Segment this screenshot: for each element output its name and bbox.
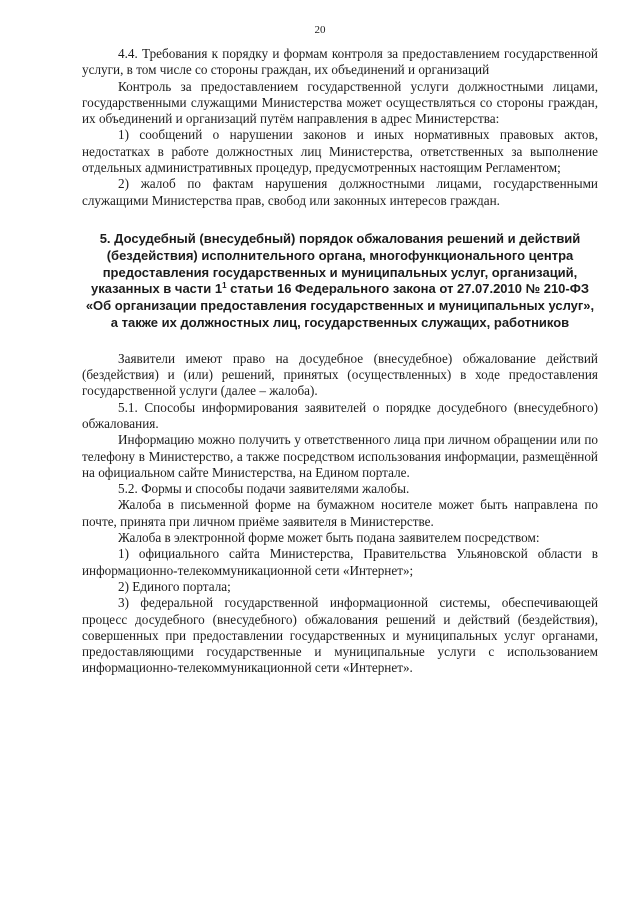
paragraph-electronic-complaint: Жалоба в электронной форме может быть подана заявителем посредством: [118,530,540,546]
page-content [82,46,598,677]
section-5-title-part-1: 5. Досудебный (внесудебный) порядок обжалования решений и действий (бездействия) исполнительного органа, многофункционального центра предоставления государственных и муниципальных услуг, организаций, указанных в части 1 [91,230,581,297]
list-item-official-site: 1) официального сайта Министерства, Правительства Ульяновской области в информационно-телекоммуникационной сети «Интернет»; [82,546,598,578]
list-item-federal-system: 3) федеральной государственной информационной системы, обеспечивающей процесс досудебного (внесудебного) обжалования решений и действий (бездействия), совершенных при предоставлении государственных и муниципальных услуг органами, предоставляющими государственные и муниципальные услуги с использованием информационно-телекоммуникационной сети «Интернет». [82,595,598,676]
section-5-title-part-2: статьи 16 Федерального закона от 27.07.2010 № 210-ФЗ «Об организации предоставления государственных и муниципальных услуг», а также их должностных лиц, государственных служащих, работников [85,281,595,330]
paragraph-paper-complaint: Жалоба в письменной форме на бумажном носителе может быть направлена по почте, принята при личном приёме заявителя в Министерстве. [82,497,598,529]
paragraph-info-sources: Информацию можно получить у ответственного лица при личном обращении или по телефону в Министерство, а также посредством использования информации, размещённой на официальном сайте Министерства, на Едином портале. [82,432,598,480]
list-item-unified-portal: 2) Единого портала; [118,578,231,594]
page-number: 20 [314,24,326,36]
list-item-complaints: 2) жалоб по фактам нарушения должностными лицами, государственными служащими Министерства прав, свобод или законных интересов граждан. [82,176,598,208]
paragraph-5-2: 5.2. Формы и способы подачи заявителями жалобы. [118,481,410,497]
section-5-title-superscript: 1 [222,281,227,291]
paragraph-right-to-appeal: Заявители имеют право на досудебное (внесудебное) обжалование действий (бездействия) и (или) решений, принятых (осуществленных) в ходе предоставления государственной услуги (далее – жалоба). [82,350,598,399]
paragraph-4-4-heading: 4.4. Требования к порядку и формам контроля за предоставлением государственной услуги, в том числе со стороны граждан, их объединений и организаций [82,46,598,78]
paragraph-control: Контроль за предоставлением государственной услуги должностными лицами, государственными служащими Министерства может осуществляться со стороны граждан, их объединений и организаций путём направления в адрес Министерства: [82,78,598,127]
paragraph-5-1: 5.1. Способы информирования заявителей о порядке досудебного (внесудебного) обжалования. [82,399,598,431]
section-5-title [82,231,598,332]
list-item-reports: 1) сообщений о нарушении законов и иных нормативных правовых актов, недостатках в работе должностных лиц Министерства, ответственных за выполнение отдельных административных процедур, предусмотренных настоящим Регламентом; [82,127,598,176]
